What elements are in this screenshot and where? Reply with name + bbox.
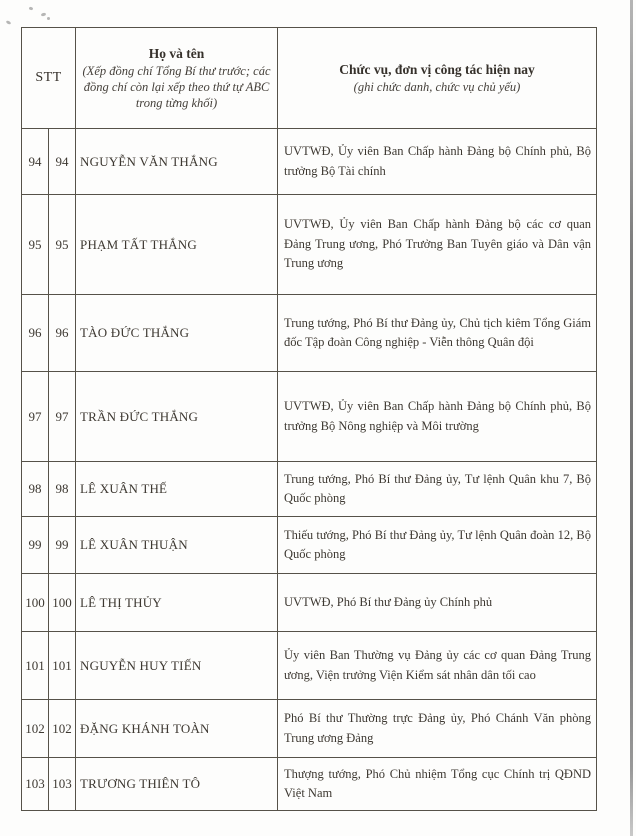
name-cell: PHẠM TẤT THẮNG xyxy=(76,195,278,295)
name-cell: NGUYỄN VĂN THẮNG xyxy=(76,129,278,195)
stt-cell-left: 101 xyxy=(22,632,49,700)
table-header-row xyxy=(22,28,597,129)
position-cell: Trung tướng, Phó Bí thư Đảng ủy, Tư lệnh Quân khu 7, Bộ Quốc phòng xyxy=(278,462,597,517)
header-position-title: Chức vụ, đơn vị công tác hiện nay xyxy=(339,62,535,77)
position-cell: UVTWĐ, Ủy viên Ban Chấp hành Đảng bộ các cơ quan Đảng Trung ương, Phó Trưởng Ban Tuyên giáo và Dân vận Trung ương xyxy=(278,195,597,295)
header-name xyxy=(76,28,278,129)
position-cell: Thiếu tướng, Phó Bí thư Đảng ủy, Tư lệnh Quân đoàn 12, Bộ Quốc phòng xyxy=(278,517,597,574)
position-cell: Phó Bí thư Thường trực Đảng ủy, Phó Chánh Văn phòng Trung ương Đảng xyxy=(278,700,597,758)
name-cell: TRẦN ĐỨC THẮNG xyxy=(76,372,278,462)
pencil-mark xyxy=(6,20,12,25)
header-position xyxy=(278,28,597,129)
stt-cell-right: 99 xyxy=(49,517,76,574)
name-cell: LÊ XUÂN THUẬN xyxy=(76,517,278,574)
name-cell: TRƯƠNG THIÊN TÔ xyxy=(76,758,278,811)
stt-cell-right: 100 xyxy=(49,574,76,632)
stt-cell-left: 95 xyxy=(22,195,49,295)
stt-cell-right: 101 xyxy=(49,632,76,700)
table-row xyxy=(22,462,597,517)
pencil-mark xyxy=(41,12,47,16)
officials-table xyxy=(21,27,597,811)
table-row xyxy=(22,632,597,700)
stt-cell-left: 97 xyxy=(22,372,49,462)
name-cell: NGUYỄN HUY TIẾN xyxy=(76,632,278,700)
table-row xyxy=(22,372,597,462)
position-cell: UVTWĐ, Ủy viên Ban Chấp hành Đảng bộ Chính phủ, Bộ trưởng Bộ Tài chính xyxy=(278,129,597,195)
name-cell: TÀO ĐỨC THẮNG xyxy=(76,295,278,372)
table-row xyxy=(22,295,597,372)
name-cell: LÊ XUÂN THẾ xyxy=(76,462,278,517)
stt-cell-right: 94 xyxy=(49,129,76,195)
table-row xyxy=(22,195,597,295)
header-name-subtitle: (Xếp đồng chí Tổng Bí thư trước; các đồng chí còn lại xếp theo thứ tự ABC trong từng khối) xyxy=(82,64,271,110)
position-cell: UVTWĐ, Phó Bí thư Đảng ủy Chính phủ xyxy=(278,574,597,632)
pencil-mark xyxy=(29,6,34,10)
stt-cell-left: 98 xyxy=(22,462,49,517)
name-cell: LÊ THỊ THỦY xyxy=(76,574,278,632)
header-name-title: Họ và tên xyxy=(148,46,205,61)
header-position-subtitle: (ghi chức danh, chức vụ chủ yếu) xyxy=(353,80,521,94)
table-row xyxy=(22,517,597,574)
name-cell: ĐẶNG KHÁNH TOÀN xyxy=(76,700,278,758)
table-row xyxy=(22,700,597,758)
position-cell: Trung tướng, Phó Bí thư Đảng ủy, Chủ tịch kiêm Tổng Giám đốc Tập đoàn Công nghiệp - Viễn thông Quân đội xyxy=(278,295,597,372)
stt-cell-right: 103 xyxy=(49,758,76,811)
table-row xyxy=(22,129,597,195)
position-cell: Ủy viên Ban Thường vụ Đảng ủy các cơ quan Đảng Trung ương, Viện trưởng Viện Kiểm sát nhân dân tối cao xyxy=(278,632,597,700)
stt-cell-left: 103 xyxy=(22,758,49,811)
stt-cell-left: 99 xyxy=(22,517,49,574)
stt-cell-right: 95 xyxy=(49,195,76,295)
stt-cell-right: 97 xyxy=(49,372,76,462)
stt-cell-right: 98 xyxy=(49,462,76,517)
stt-cell-left: 100 xyxy=(22,574,49,632)
header-stt: STT xyxy=(22,28,76,129)
stt-cell-left: 102 xyxy=(22,700,49,758)
stt-cell-left: 94 xyxy=(22,129,49,195)
position-cell: UVTWĐ, Ủy viên Ban Chấp hành Đảng bộ Chính phủ, Bộ trưởng Bộ Nông nghiệp và Môi trường xyxy=(278,372,597,462)
table-row xyxy=(22,758,597,811)
scan-edge-line xyxy=(630,0,633,836)
table-row xyxy=(22,574,597,632)
stt-cell-left: 96 xyxy=(22,295,49,372)
stt-cell-right: 96 xyxy=(49,295,76,372)
pencil-mark xyxy=(47,17,50,20)
position-cell: Thượng tướng, Phó Chủ nhiệm Tổng cục Chính trị QĐND Việt Nam xyxy=(278,758,597,811)
stt-cell-right: 102 xyxy=(49,700,76,758)
